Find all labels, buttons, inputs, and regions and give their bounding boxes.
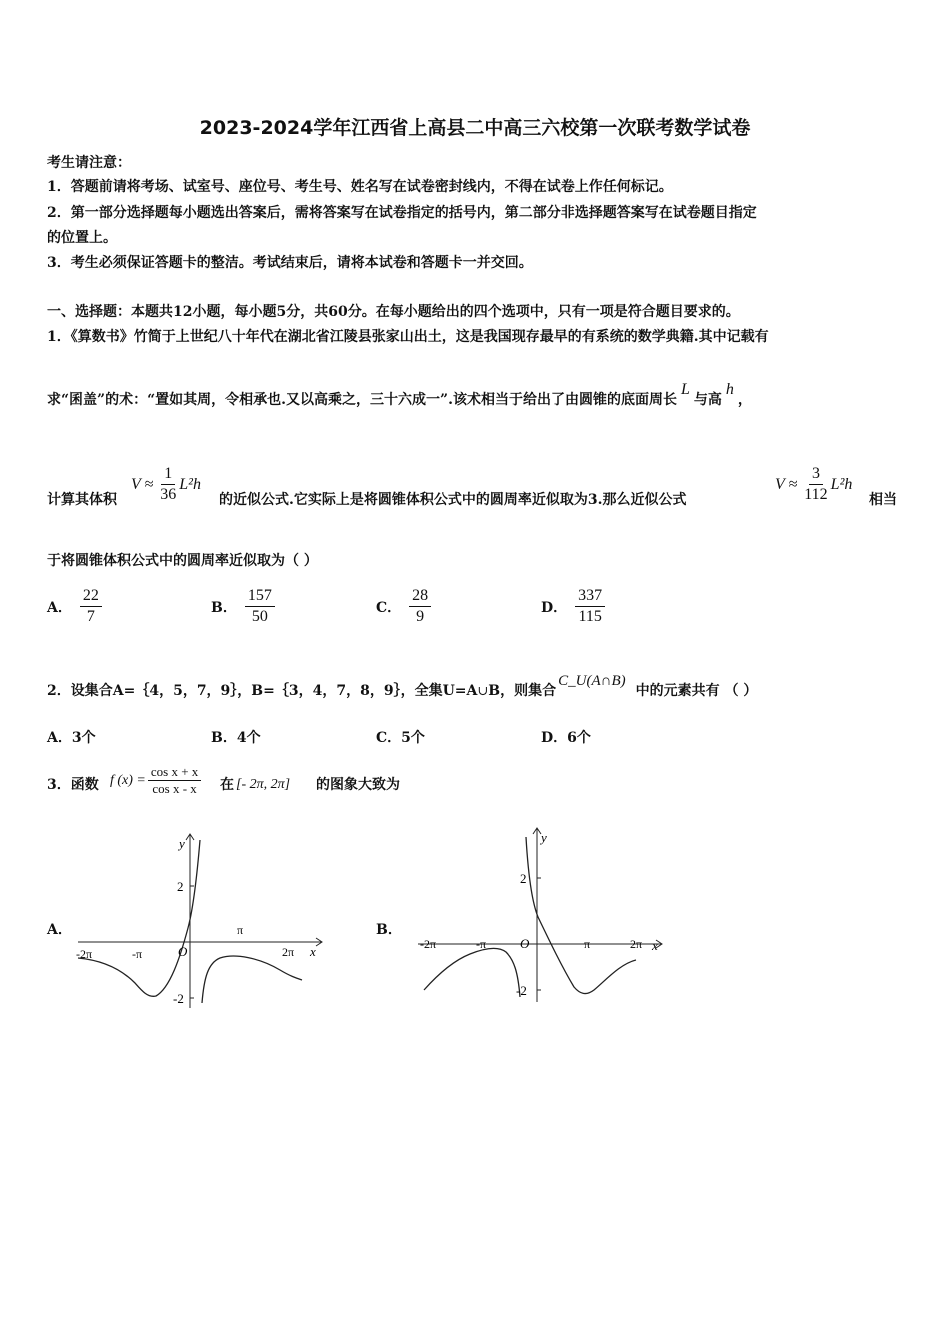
option-value: 3个 xyxy=(71,730,96,746)
q1-line-3c: 相当 xyxy=(869,492,897,508)
q1-line-2b: 与高 xyxy=(693,392,722,408)
graph-b-tick-neg2: -2 xyxy=(516,983,527,998)
graph-a-tick-negpi: -π xyxy=(132,947,143,961)
formula-2-fraction xyxy=(801,464,830,505)
graph-b-tick-neg2pi: -2π xyxy=(420,937,437,951)
fx-den: cos x - x xyxy=(152,781,197,796)
section-heading: 一、选择题：本题共12小题，每小题5分，共60分。在每小题给出的四个选项中，只有一项是符合题目要求的。 xyxy=(47,304,740,320)
option-value: 4个 xyxy=(236,730,261,746)
graph-a-origin: O xyxy=(178,944,188,959)
fx-fraction xyxy=(148,764,201,797)
option-den: 50 xyxy=(251,608,268,625)
fx-num: cos x + x xyxy=(148,764,201,781)
q3-text-c: 的图象大致为 xyxy=(316,777,400,793)
q1-option-c[interactable] xyxy=(376,586,431,627)
graph-b-x-label: x xyxy=(652,938,658,953)
formula-1-fraction xyxy=(157,464,179,505)
var-h: h xyxy=(725,381,734,398)
option-den: 7 xyxy=(86,608,95,625)
notice-item-2-cont: 的位置上。 xyxy=(47,230,117,246)
option-value: 6个 xyxy=(567,730,591,746)
q2-option-b[interactable] xyxy=(211,728,261,748)
option-fraction xyxy=(80,586,102,627)
option-label: B． xyxy=(211,599,237,616)
option-value: 5个 xyxy=(401,730,425,746)
graph-b-origin: O xyxy=(520,936,530,951)
q2-stem xyxy=(47,673,758,701)
notice-heading: 考生请注意： xyxy=(47,155,131,171)
q1-option-a[interactable] xyxy=(47,586,102,627)
graph-a-tick-neg2: -2 xyxy=(173,991,184,1006)
union-symbol: ∪ xyxy=(477,683,489,698)
graph-b-tick-2pi: 2π xyxy=(630,937,643,951)
q3-text-a: 3．函数 xyxy=(47,777,99,793)
graph-b-tick-2: 2 xyxy=(520,871,527,886)
q1-line-2a: 求“囷盖”的术：“置如其周，令相承也.又以高乘之，三十六成一”.该术相当于给出了由圆锥的底面周长 xyxy=(47,392,677,408)
graph-a-label[interactable]: A． xyxy=(47,922,72,938)
formula-2-num: 3 xyxy=(809,464,823,485)
formula-1-num: 1 xyxy=(161,464,175,485)
q3-text-b: 在 xyxy=(220,777,234,793)
q1-option-b[interactable] xyxy=(211,586,275,627)
formula-2-den: 112 xyxy=(804,486,828,503)
graph-a-x-label: x xyxy=(310,944,316,959)
graph-a-left-branch xyxy=(78,840,200,996)
formula-1-lhs: V ≈ xyxy=(131,475,154,493)
q1-line-2c: ， xyxy=(737,392,752,408)
option-label: A． xyxy=(47,730,72,746)
formula-2-tail: L²h xyxy=(830,475,853,493)
option-fraction xyxy=(245,586,275,627)
option-den: 115 xyxy=(578,608,602,625)
option-label: D． xyxy=(541,730,568,746)
notice-item-2: 2．第一部分选择题每小题选出答案后，需将答案写在试卷指定的括号内，第二部分非选择题答案写在试卷题目指定 xyxy=(47,205,757,221)
complement-expression: C_U(A∩B) xyxy=(558,673,626,689)
var-L: L xyxy=(680,381,690,398)
graph-a-tick-pi: π xyxy=(237,923,244,937)
graph-b-tick-negpi: -π xyxy=(476,937,487,951)
graph-a-tick-2pi: 2π xyxy=(282,945,295,959)
q1-line-3a: 计算其体积 xyxy=(47,492,117,508)
q2-text-b: B，则集合 xyxy=(488,683,557,699)
graph-a-tick-2: 2 xyxy=(177,879,184,894)
option-label: D． xyxy=(541,599,568,616)
option-num: 28 xyxy=(409,586,431,607)
q1-line-2 xyxy=(47,381,752,410)
page-title: 2023-2024学年江西省上高县二中高三六校第一次联考数学试卷 xyxy=(199,117,751,139)
graph-b-y-label: y xyxy=(541,830,547,845)
graph-b xyxy=(410,822,670,1007)
formula-2 xyxy=(775,464,852,505)
notice-item-1: 1．答题前请将考场、试室号、座位号、考生号、姓名写在试卷密封线内，不得在试卷上作任何标记。 xyxy=(47,179,673,195)
graph-a-right-branch xyxy=(202,956,302,1003)
q1-option-d[interactable] xyxy=(541,586,605,627)
q2-text-c: 中的元素共有 （ ） xyxy=(635,683,758,699)
q1-line-3b: 的近似公式.它实际上是将圆锥体积公式中的圆周率近似取为3.那么近似公式 xyxy=(219,492,687,508)
q3-interval: [- 2π, 2π] xyxy=(236,777,291,792)
formula-1-tail: L²h xyxy=(179,475,201,493)
graph-a-tick-neg2pi: -2π xyxy=(76,947,93,961)
q2-option-c[interactable] xyxy=(376,728,425,748)
q1-line-1: 1．《算数书》竹简于上世纪八十年代在湖北省江陵县张家山出土，这是我国现存最早的有系统的数学典籍.其中记载有 xyxy=(47,329,769,345)
option-num: 22 xyxy=(80,586,102,607)
q1-line-4: 于将圆锥体积公式中的圆周率近似取为（ ） xyxy=(47,553,318,569)
q2-option-a[interactable] xyxy=(47,728,96,748)
option-num: 157 xyxy=(245,586,275,607)
formula-1-den: 36 xyxy=(160,486,177,503)
fx-label: f (x) = xyxy=(110,772,146,788)
option-label: B． xyxy=(211,730,237,746)
graph-b-right-branch xyxy=(526,837,636,994)
graph-a-y-label: y xyxy=(179,836,185,851)
option-fraction xyxy=(575,586,605,627)
graph-b-left-branch xyxy=(424,948,520,997)
formula-1 xyxy=(131,464,201,505)
option-label: C． xyxy=(376,599,402,616)
graph-b-tick-pi: π xyxy=(584,937,591,951)
option-den: 9 xyxy=(416,608,425,625)
graph-a xyxy=(70,828,330,1013)
option-fraction xyxy=(409,586,431,627)
option-num: 337 xyxy=(575,586,605,607)
option-label: C． xyxy=(376,730,402,746)
option-label: A． xyxy=(47,599,72,616)
graph-b-label[interactable]: B． xyxy=(376,922,402,938)
q2-text-a: 2．设集合A=｛4，5，7，9｝，B=｛3，4，7，8，9｝，全集U=A xyxy=(47,683,478,699)
q2-option-d[interactable] xyxy=(541,728,591,748)
notice-item-3: 3．考生必须保证答题卡的整洁。考试结束后，请将本试卷和答题卡一并交回。 xyxy=(47,255,533,271)
q3-function xyxy=(110,764,201,797)
formula-2-lhs: V ≈ xyxy=(775,475,798,493)
